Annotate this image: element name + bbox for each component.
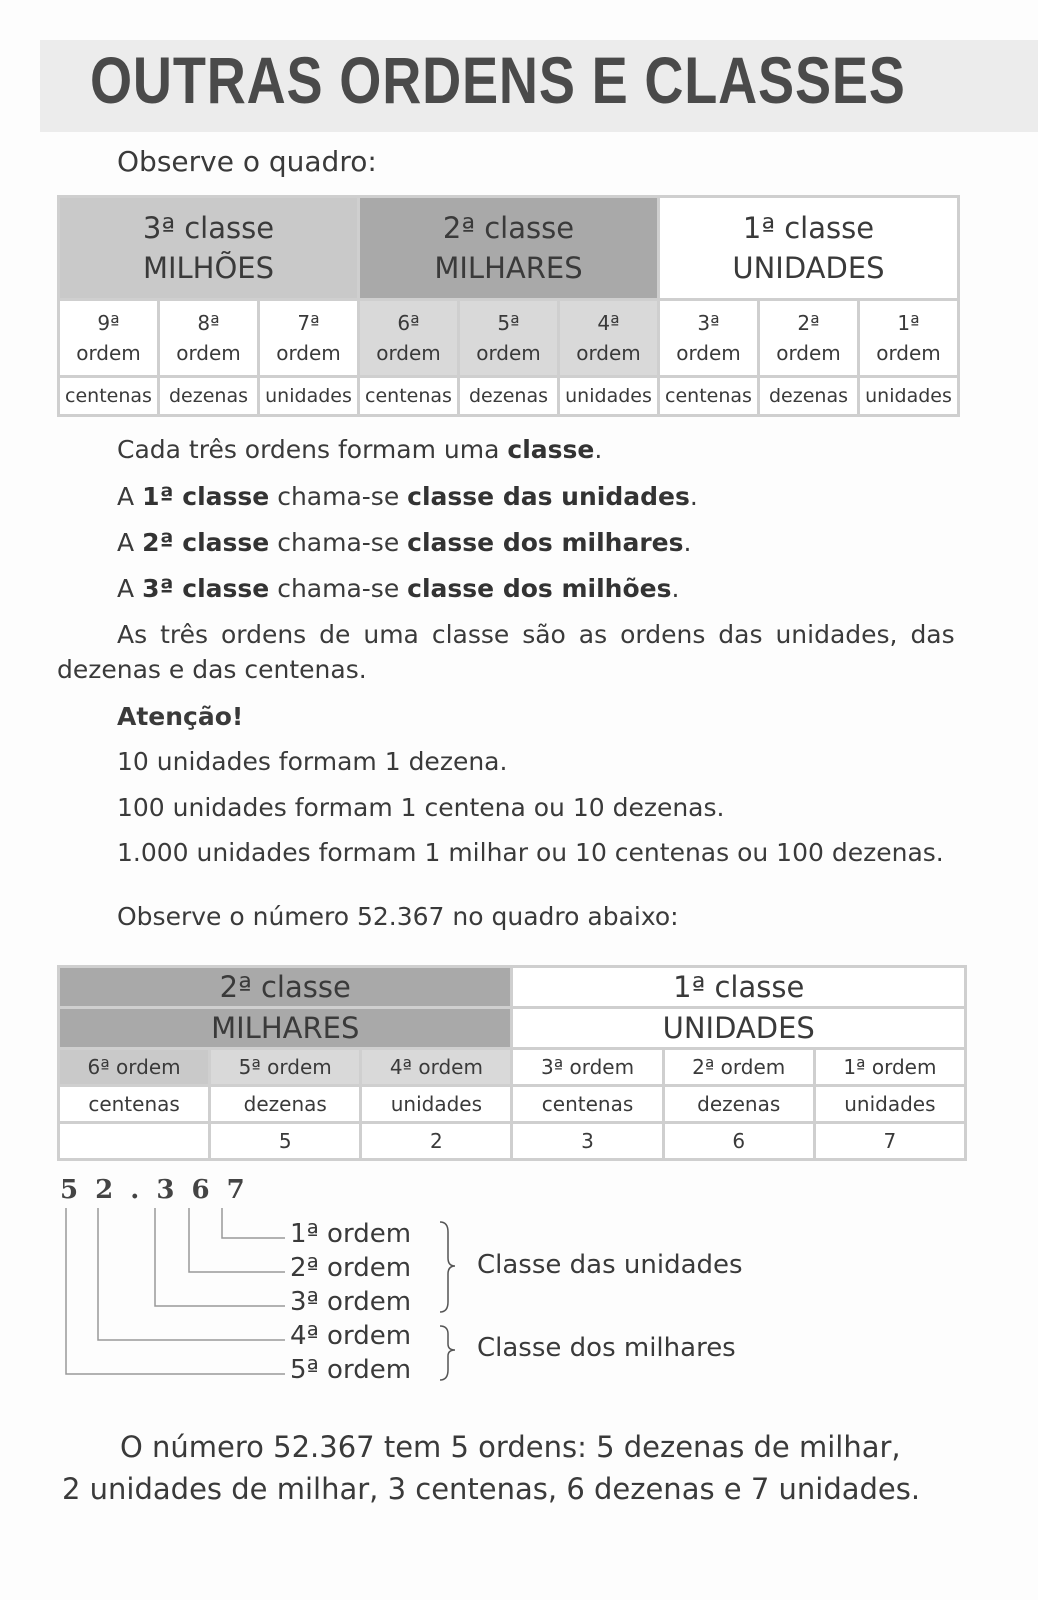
order-cell: 1ª ordem (859, 300, 959, 377)
paragraph-class-definition: Cada três ordens formam uma classe. (117, 435, 603, 464)
digit-cell: 5 (210, 1123, 361, 1160)
paragraph-class-2: A 2ª classe chama-se classe dos milhares. (117, 528, 692, 557)
unit-cell: dezenas (459, 377, 559, 416)
fact-3: 1.000 unidades formam 1 milhar ou 10 centenas ou 100 dezenas. (117, 838, 944, 867)
attention-heading: Atenção! (117, 702, 244, 731)
order-cell: 6ª ordem (359, 300, 459, 377)
number-52367: 5 2 . 3 6 7 (60, 1175, 249, 1205)
paragraph-class-3: A 3ª classe chama-se classe dos milhões. (117, 574, 680, 603)
class-1-header: 1ª classe UNIDADES (659, 197, 959, 300)
order-cell: 5ª ordem (459, 300, 559, 377)
conclusion-line2: 2 unidades de milhar, 3 centenas, 6 dezenas e 7 unidades. (62, 1472, 921, 1506)
digit-cell: 3 (512, 1123, 663, 1160)
unit-cell: dezenas (759, 377, 859, 416)
paragraph-orders-line1: As três ordens de uma classe são as ordens das unidades, das (117, 620, 955, 649)
unit-cell: unidades (559, 377, 659, 416)
fact-1: 10 unidades formam 1 dezena. (117, 747, 508, 776)
conclusion-line1: O número 52.367 tem 5 ordens: 5 dezenas de milhar, (120, 1430, 901, 1464)
unit-cell: dezenas (159, 377, 259, 416)
order-label-5: 5ª ordem (290, 1355, 412, 1385)
order-label-3: 3ª ordem (290, 1287, 412, 1317)
connector-5 (66, 1208, 285, 1374)
order-cell: 8ª ordem (159, 300, 259, 377)
digit-cell: 2 (361, 1123, 512, 1160)
unit-cell: centenas (359, 377, 459, 416)
order-cell: 2ª ordem (663, 1049, 814, 1086)
order-label-1: 1ª ordem (290, 1219, 412, 1249)
connector-3 (155, 1208, 285, 1306)
brace-units (440, 1222, 455, 1312)
order-cell: 9ª ordem (59, 300, 159, 377)
class-1-name: UNIDADES (512, 1008, 966, 1049)
unit-cell: unidades (259, 377, 359, 416)
unit-cell: dezenas (210, 1086, 361, 1123)
connector-1 (222, 1208, 285, 1238)
class-2-header: 2ª classe MILHARES (359, 197, 659, 300)
connector-2 (189, 1208, 285, 1272)
unit-cell: unidades (361, 1086, 512, 1123)
class-3-header: 3ª classe MILHÕES (59, 197, 359, 300)
class-units-label: Classe das unidades (477, 1250, 743, 1280)
unit-cell: centenas (659, 377, 759, 416)
unit-cell: centenas (512, 1086, 663, 1123)
class-2-name: MILHARES (59, 1008, 512, 1049)
unit-cell: unidades (814, 1086, 965, 1123)
order-cell: 4ª ordem (559, 300, 659, 377)
order-cell: 2ª ordem (759, 300, 859, 377)
order-cell: 3ª ordem (512, 1049, 663, 1086)
class-1-header: 1ª classe (512, 967, 966, 1008)
order-cell: 5ª ordem (210, 1049, 361, 1086)
paragraph-orders-line2: dezenas e das centenas. (57, 655, 367, 684)
paragraph-class-1: A 1ª classe chama-se classe das unidades. (117, 482, 698, 511)
order-cell: 7ª ordem (259, 300, 359, 377)
brace-thousands (440, 1326, 455, 1380)
order-label-4: 4ª ordem (290, 1321, 412, 1351)
order-cell: 1ª ordem (814, 1049, 965, 1086)
unit-cell: unidades (859, 377, 959, 416)
unit-cell: centenas (59, 377, 159, 416)
page-title: OUTRAS ORDENS E CLASSES (90, 43, 906, 117)
digit-cell: 7 (814, 1123, 965, 1160)
order-cell: 4ª ordem (361, 1049, 512, 1086)
order-cell: 6ª ordem (59, 1049, 210, 1086)
class-thousands-label: Classe dos milhares (477, 1333, 736, 1363)
class-2-header: 2ª classe (59, 967, 512, 1008)
connector-4 (98, 1208, 285, 1340)
order-cell: 3ª ordem (659, 300, 759, 377)
unit-cell: centenas (59, 1086, 210, 1123)
intro-text: Observe o quadro: (117, 145, 377, 178)
unit-cell: dezenas (663, 1086, 814, 1123)
order-label-2: 2ª ordem (290, 1253, 412, 1283)
digit-cell: 6 (663, 1123, 814, 1160)
observe-number-text: Observe o número 52.367 no quadro abaixo: (117, 902, 679, 931)
fact-2: 100 unidades formam 1 centena ou 10 dezenas. (117, 793, 725, 822)
